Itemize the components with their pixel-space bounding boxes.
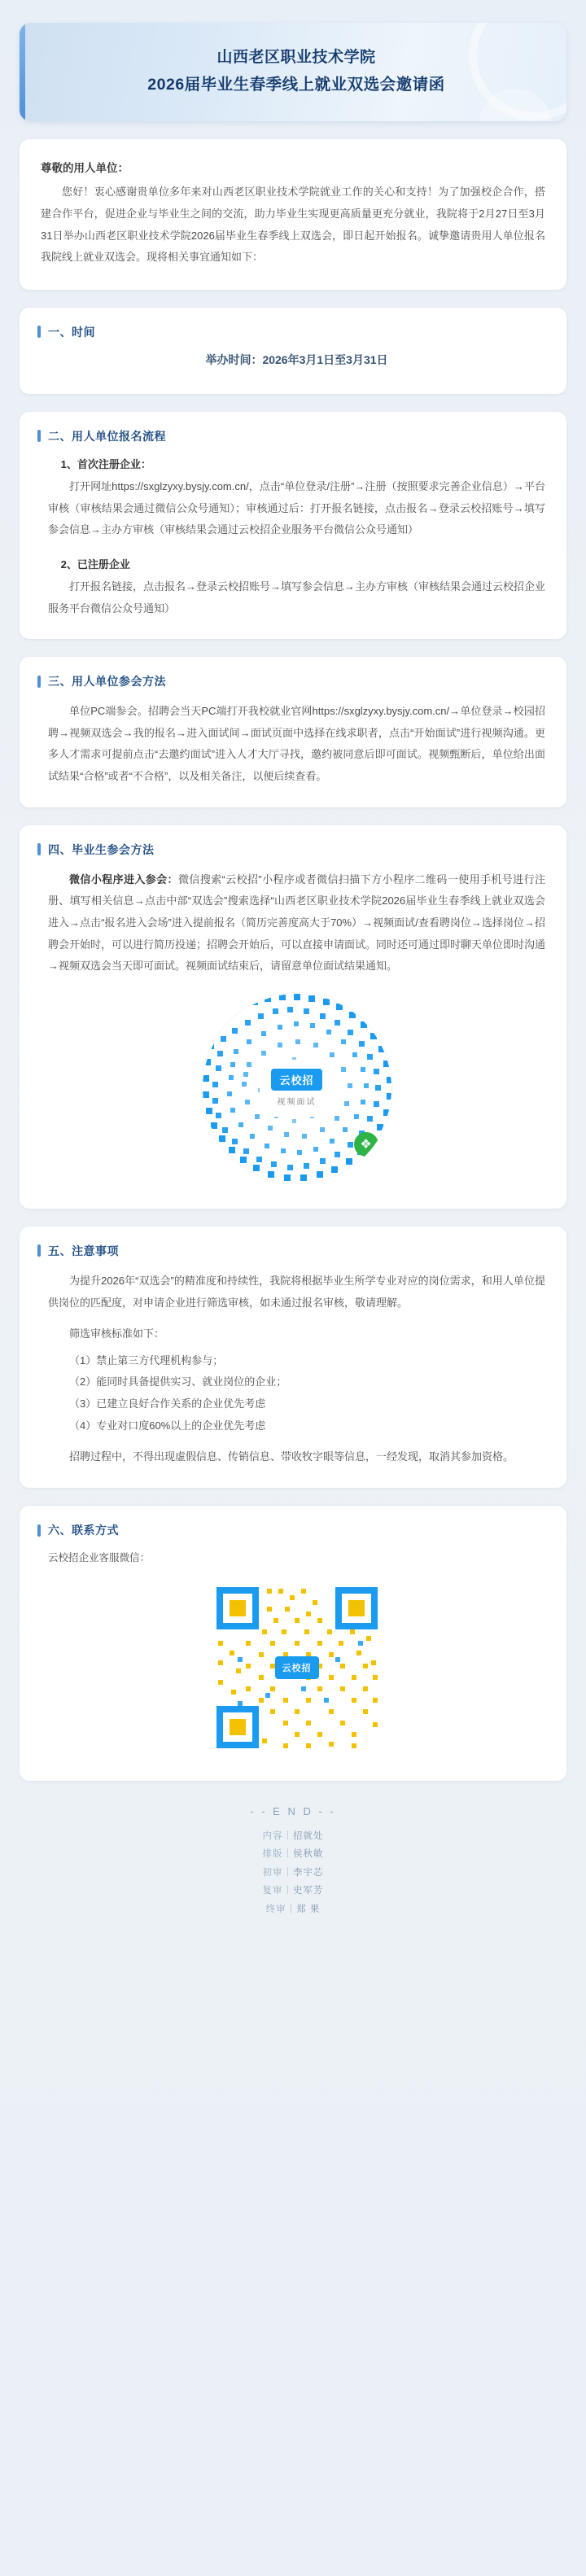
footer-credit-key: 排版｜: [262, 1849, 293, 1860]
new-company-steps: 打开网址https://sxglzyxy.bysjy.com.cn/，点击“单位登录/注册”→注册（按照要求完善企业信息）→平台审核（审核结果会通过微信公众号通知）；审核通过后：打开报名链接，点击报名→登录云校招账号→填写参会信息→主办方审核（审核结果会通过云校招企业服务平台微信公众号通知）: [48, 479, 545, 536]
section-contact-title: 六、联系方式: [48, 1524, 119, 1537]
new-company-subtitle: 1、首次注册企业：: [60, 457, 151, 470]
footer-credit-value: 李宇芯: [293, 1867, 324, 1878]
notes-paragraph-3: 招聘过程中，不得出现虚假信息、传销信息、带收牧字眼等信息，一经发现，取消其参加资格。: [69, 1450, 514, 1463]
qr-center-logo: [260, 1060, 335, 1117]
footer-credit-line: [20, 1882, 566, 1900]
section-notes-heading: [37, 1243, 545, 1259]
footer-credit-key: 初审｜: [262, 1867, 293, 1878]
section-time-body: [37, 352, 545, 368]
section-student-join-title: 四、毕业生参会方法: [48, 842, 155, 856]
footer: [20, 1805, 566, 1918]
section-employer-join-heading: [37, 673, 545, 689]
section-time-heading: [37, 324, 545, 340]
heading-accent-bar: [37, 843, 41, 855]
list-item: （2）能同时具备提供实习、就业岗位的企业；: [69, 1375, 287, 1389]
section-employer-join-title: 三、用人单位参会方法: [48, 675, 166, 689]
footer-credit-key: 复审｜: [262, 1886, 293, 1896]
section-student-join-heading: [37, 842, 545, 858]
section-contact-heading: [37, 1522, 545, 1538]
header-banner: [20, 23, 566, 121]
registered-company-subtitle: 2、已注册企业: [60, 558, 130, 571]
greeting-text: 尊敬的用人单位：: [41, 162, 129, 175]
section-notes: [20, 1227, 566, 1488]
footer-end-marker: - - E N D - -: [250, 1805, 336, 1818]
student-join-text: [48, 869, 545, 977]
miniprogram-qr-wrap: [48, 992, 545, 1184]
section-student-join-body: [37, 869, 545, 1184]
section-time-title: 一、时间: [48, 325, 95, 339]
page-title: [50, 44, 542, 98]
footer-credit-line: [20, 1900, 566, 1918]
footer-credit-line: [20, 1827, 566, 1845]
section-time: [20, 308, 566, 394]
footer-credit-value: 招就处: [293, 1831, 324, 1842]
section-contact-body: [37, 1550, 545, 1756]
section-registration-title: 二、用人单位报名流程: [48, 429, 166, 443]
contact-qr-code[interactable]: [208, 1579, 386, 1756]
student-join-lead: 微信小程序进入参会：: [69, 873, 178, 886]
section-contact: [20, 1506, 566, 1781]
banner-title-line-2: 2026届毕业生春季线上就业双选会邀请函: [147, 76, 445, 94]
qr-center-label: 云校招: [271, 1069, 321, 1091]
notes-paragraph-2: 筛选审核标准如下：: [69, 1327, 165, 1340]
footer-credit-value: 侯秋敏: [293, 1849, 324, 1860]
list-item: （3）已建立良好合作关系的企业优先考虑: [69, 1397, 266, 1410]
event-date-text: 举办时间：2026年3月1日至3月31日: [205, 352, 388, 366]
heading-accent-bar: [37, 430, 41, 442]
contact-label: 云校招企业客服微信：: [48, 1552, 151, 1564]
contact-qr-wrap: [48, 1579, 545, 1756]
list-item: （1）禁止第三方代理机构参与；: [69, 1354, 224, 1367]
footer-credit-value: 史军芳: [293, 1886, 324, 1896]
heading-accent-bar: [37, 1524, 41, 1537]
miniprogram-qr-code[interactable]: [201, 992, 393, 1184]
registered-company-steps: 打开报名链接，点击报名→登录云校招账号→填写参会信息→主办方审核（审核结果会通过云校招企业服务平台微信公众号通知）: [48, 579, 546, 614]
banner-title-line-1: 山西老区职业技术学院: [216, 49, 376, 66]
section-notes-body: [37, 1271, 545, 1468]
contact-qr-center-label: 云校招: [275, 1656, 319, 1679]
footer-credit-key: 终审｜: [265, 1904, 297, 1914]
footer-credit-line: [20, 1845, 566, 1863]
section-employer-join-body: [37, 701, 545, 788]
employer-join-text: 单位PC端参会。招聘会当天PC端打开我校就业官网https://sxglzyxy.bysjy.com.cn/→单位登录→校园招聘→视频双选会→我的报名→进入面试间→面试页面中选择在线求职者，点击“开始面试”进行视频沟通。更多人才需求可提前点击“去邀约面试”进入人才大厅寻找，邀约被同意后即可面试。视频甄断后，单位给出面试结果“合格”或者“不合格”，以及相关备注，以便后续查看。: [48, 705, 545, 783]
notes-paragraph-1: 为提升2026年“双选会”的精准度和持续性，我院将根据毕业生所学专业对应的岗位需求，和用人单位提供岗位的匹配度，对申请企业进行筛选审核，如未通过报名审核，敬请理解。: [48, 1274, 545, 1309]
section-registration-heading: [37, 428, 545, 444]
intro-paragraph: 您好！衷心感谢贵单位多年来对山西老区职业技术学院就业工作的关心和支持！为了加强校企合作，搭建合作平台，促进企业与毕业生之间的交流，助力毕业生实现更高质量更充分就业，我院将于2月27日至3月31日举办山西老区职业技术学院2026届毕业生春季线上双选会，即日起开始报名。诚挚邀请贵用人单位报名我院线上就业双选会。现将相关事宜通知如下：: [41, 186, 545, 264]
wechat-miniprogram-badge-icon: ❖: [354, 1132, 378, 1157]
heading-accent-bar: [37, 326, 41, 338]
section-registration: [20, 412, 566, 639]
section-notes-title: 五、注意事项: [48, 1244, 119, 1257]
section-student-join: [20, 825, 566, 1209]
footer-credit-value: 郑 果: [296, 1904, 321, 1914]
heading-accent-bar: [37, 1244, 41, 1257]
qr-center-sub-label: 视频面试: [277, 1098, 317, 1108]
notes-criteria-list: [48, 1350, 545, 1437]
footer-credit-line: [20, 1864, 566, 1882]
student-join-detail: 微信搜索“云校招”小程序或者微信扫描下方小程序二维码一使用手机号进行注册、填写相关信息→点击中部“双选会”搜索选择“山西老区职业技术学院2026届毕业生春季线上就业双选会进入→点击“报名进入会场”进入提前报名（简历完善度高大于70%）→视频面试/查看聘岗位→选择岗位→招聘会开始时，可以进行简历投递；招聘会开始后，可以直接申请面试。同时还可通过即时聊天单位即时沟通→视频双选会当天即可面试。视频面试结束后，请留意单位面试结果通知。: [48, 873, 546, 973]
heading-accent-bar: [37, 676, 41, 688]
section-registration-body: [37, 456, 545, 619]
list-item: （4）专业对口度60%以上的企业优先考虑: [69, 1419, 266, 1432]
section-employer-join: [20, 657, 566, 807]
intro-card: [20, 139, 566, 290]
footer-credit-key: 内容｜: [262, 1831, 293, 1842]
